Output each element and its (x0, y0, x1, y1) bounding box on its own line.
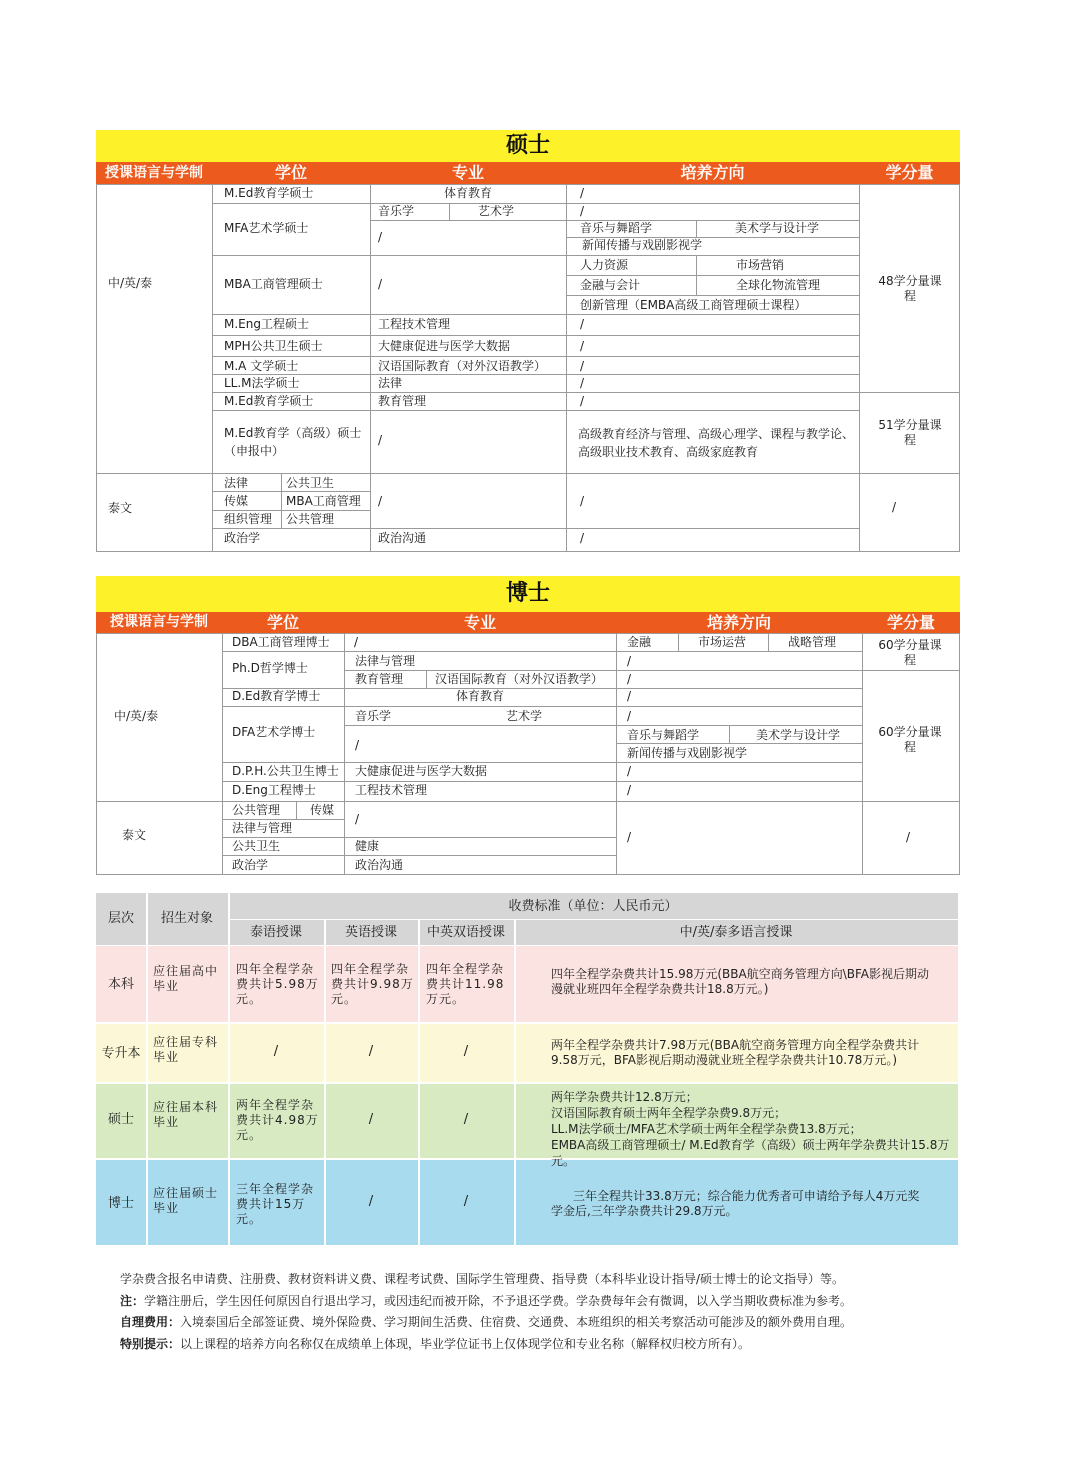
master-header-major: 专业 (451, 163, 484, 182)
doctor-header-degree: 学位 (266, 613, 299, 632)
master-major: 艺术学 (478, 204, 515, 218)
fee-target: 应往届本科毕业 (153, 1100, 219, 1129)
doctor-degree: Ph.D哲学博士 (232, 661, 308, 675)
fee-target: 应往届高中毕业 (153, 964, 219, 993)
master-direction: 高级教育经济与管理、高级心理学、课程与教学论、高级职业技术教育、高级家庭教育 (578, 427, 855, 459)
doctor-major: / (355, 738, 360, 752)
fee-thai: 三年全程学杂费共计15万元。 (236, 1182, 315, 1226)
master-direction: / (580, 339, 585, 353)
doctor-major: 音乐学 (355, 709, 392, 723)
doctor-major: / (355, 812, 360, 826)
fee-bilingual: 四年全程学杂费共计11.98万元。 (426, 962, 505, 1006)
master-thai-degree: 公共卫生 (286, 476, 335, 490)
fee-multi: 三年全程共计33.8万元；综合能力优秀者可申请给予每人4万元奖学金后,三年学杂费共计29.8万元。 (551, 1189, 920, 1218)
master-major: / (378, 433, 383, 447)
fee-sub-thai: 泰语授课 (249, 925, 302, 940)
note-line: 特别提示：以上课程的培养方向名称仅在成绩单上体现，毕业学位证书上仅体现学位和专业名称（解释权归校方所有）。 (120, 1337, 751, 1351)
master-major: 音乐学 (378, 204, 415, 218)
master-major: 教育管理 (378, 394, 427, 408)
master-direction: 全球化物流管理 (736, 278, 821, 292)
master-lang-cn: 中/英/泰 (108, 276, 153, 290)
master-lang-th: 泰文 (108, 501, 133, 515)
doctor-lang-th: 泰文 (122, 828, 147, 842)
fee-sub-english: 英语授课 (344, 925, 397, 940)
master-degree: LL.M法学硕士 (224, 376, 300, 390)
doctor-major: 艺术学 (506, 709, 543, 723)
doctor-credits: 60学分量课程 (878, 725, 942, 754)
note-line: 学杂费含报名申请费、注册费、教材资料讲义费、课程考试费、国际学生管理费、指导费（本科毕业设计指导/硕士博士的论文指导）等。 (120, 1272, 845, 1286)
master-thai-degree: 传媒 (224, 494, 249, 508)
master-thai-degree: 政治学 (224, 531, 261, 545)
master-degree: M.A 文学硕士 (224, 359, 299, 373)
master-major: / (378, 230, 383, 244)
master-major: 工程技术管理 (378, 317, 451, 331)
note-line: 注：学籍注册后，学生因任何原因自行退出学习，或因违纪而被开除，不予退还学费。学杂费每年会有微调，以入学当期收费标准为参考。 (120, 1294, 853, 1308)
doctor-title: 博士 (505, 581, 550, 606)
doctor-header-credits: 学分量 (886, 613, 935, 632)
doctor-degree: DFA艺术学博士 (232, 725, 316, 739)
master-major: 体育教育 (443, 186, 492, 200)
doctor-thai-degree: 政治学 (232, 858, 269, 872)
master-direction: / (580, 186, 585, 200)
fee-level: 硕士 (107, 1112, 134, 1127)
fee-level: 专升本 (101, 1046, 141, 1061)
master-credits: 48学分量课程 (878, 274, 942, 303)
doctor-credits: / (906, 830, 911, 844)
fee-english: / (368, 1112, 374, 1127)
master-direction: 市场营销 (736, 258, 785, 272)
doctor-major: 政治沟通 (355, 858, 404, 872)
master-direction: / (580, 394, 585, 408)
doctor-major: 健康 (355, 839, 380, 853)
fee-target: 应往届硕士毕业 (153, 1186, 219, 1215)
master-degree: M.Ed教育学硕士 (224, 186, 314, 200)
master-degree: M.Ed教育学硕士 (224, 394, 314, 408)
fee-thai: 四年全程学杂费共计5.98万元。 (236, 962, 319, 1006)
fee-col-level: 层次 (107, 911, 134, 926)
doctor-major: 体育教育 (455, 689, 504, 703)
master-degree: MPH公共卫生硕士 (224, 339, 323, 353)
master-degree: MFA艺术学硕士 (224, 221, 309, 235)
doctor-direction: / (627, 672, 632, 686)
master-major: / (378, 277, 383, 291)
doctor-major: 大健康促进与医学大数据 (355, 764, 488, 778)
fee-sub-bilingual: 中英双语授课 (426, 925, 505, 940)
master-direction: 创新管理（EMBA高级工商管理硕士课程） (580, 298, 807, 312)
master-direction: 新闻传播与戏剧影视学 (582, 238, 703, 252)
doctor-thai-degree: 公共卫生 (232, 839, 281, 853)
doctor-direction: / (627, 830, 632, 844)
master-direction: / (580, 317, 585, 331)
fee-level: 本科 (107, 977, 134, 992)
master-direction: / (580, 359, 585, 373)
master-credits: / (892, 500, 897, 514)
master-degree: M.Eng工程硕士 (224, 317, 309, 331)
doctor-credits: 60学分量课程 (878, 638, 942, 667)
master-direction: 人力资源 (580, 258, 629, 272)
master-thai-degree: 公共管理 (286, 512, 335, 526)
fee-col-standard: 收费标准（单位：人民币元） (508, 899, 678, 914)
master-header-degree: 学位 (274, 163, 307, 182)
fee-level: 博士 (107, 1196, 134, 1211)
fee-multi: 两年学杂费共计12.8万元； 汉语国际教育硕士两年全程学杂费9.8万元； LL.M法学硕士/MFA艺术学硕士两年全程学杂费13.8万元； EMBA高级工商管理硕士/ M.Ed教育学（高级）硕士两年学杂费共计15.8万元。 (551, 1090, 950, 1168)
doctor-direction: / (627, 783, 632, 797)
master-direction: / (580, 494, 585, 508)
fee-multi: 两年全程学杂费共计7.98万元(BBA航空商务管理方向全程学杂费共计9.58万元，BFA影视后期动漫就业班全程学杂费共计10.78万元。) (551, 1038, 920, 1067)
master-thai-degree: MBA工商管理 (286, 494, 361, 508)
doctor-header-lang: 授课语言与学制 (110, 614, 208, 630)
fee-english: 四年全程学杂费共计9.98万元。 (331, 962, 414, 1006)
master-header-direction: 培养方向 (680, 163, 745, 182)
doctor-degree: D.Eng工程博士 (232, 783, 316, 797)
master-degree: MBA工商管理硕士 (224, 277, 323, 291)
master-thai-degree: 法律 (224, 476, 249, 490)
doctor-direction: / (627, 654, 632, 668)
fee-english: / (368, 1194, 374, 1209)
doctor-direction: / (627, 709, 632, 723)
doctor-direction: 战略管理 (788, 635, 837, 649)
master-major: 政治沟通 (378, 531, 427, 545)
doctor-direction: 美术学与设计学 (756, 728, 841, 742)
master-major: 汉语国际教育（对外汉语教学） (378, 359, 547, 373)
doctor-header-direction: 培养方向 (706, 613, 771, 632)
master-degree: M.Ed教育学（高级）硕士（申报中） (224, 426, 362, 458)
master-title: 硕士 (505, 133, 550, 158)
fee-target: 应往届专科毕业 (153, 1035, 219, 1064)
master-direction: 金融与会计 (580, 278, 641, 292)
master-credits: 51学分量课程 (878, 418, 942, 447)
master-direction: / (580, 531, 585, 545)
doctor-thai-degree: 公共管理 (232, 803, 281, 817)
doctor-major: / (354, 635, 359, 649)
note-line: 自理费用：入境泰国后全部签证费、境外保险费、学习期间生活费、住宿费、交通费、本班组织的相关考察活动可能涉及的额外费用自理。 (120, 1315, 853, 1329)
doctor-lang-cn: 中/英/泰 (114, 709, 159, 723)
master-major: / (378, 494, 383, 508)
master-direction: / (580, 376, 585, 390)
doctor-direction: / (627, 764, 632, 778)
fee-sub-multi: 中/英/泰多语言授课 (679, 925, 793, 940)
fee-thai: / (273, 1044, 279, 1059)
master-direction: 美术学与设计学 (735, 221, 820, 235)
master-header-lang: 授课语言与学制 (105, 165, 203, 181)
doctor-direction: 新闻传播与戏剧影视学 (627, 746, 748, 760)
fee-bilingual: / (463, 1044, 469, 1059)
doctor-header-major: 专业 (463, 613, 496, 632)
master-thai-degree: 组织管理 (224, 512, 273, 526)
doctor-major: 教育管理 (355, 672, 404, 686)
master-direction: / (580, 204, 585, 218)
doctor-direction: / (627, 689, 632, 703)
doctor-direction: 音乐与舞蹈学 (627, 728, 700, 742)
doctor-degree: D.Ed教育学博士 (232, 689, 321, 703)
doctor-thai-degree: 法律与管理 (232, 821, 293, 835)
master-header-credits: 学分量 (885, 163, 934, 182)
fee-english: / (368, 1044, 374, 1059)
fee-multi: 四年全程学杂费共计15.98万元(BBA航空商务管理方向\BFA影视后期动漫就业班四年全程学杂费共计18.8万元。) (551, 967, 929, 996)
doctor-direction: 市场运营 (698, 635, 747, 649)
fee-bilingual: / (463, 1194, 469, 1209)
doctor-degree: D.P.H.公共卫生博士 (232, 764, 339, 778)
fee-col-target: 招生对象 (160, 911, 213, 926)
doctor-major: 工程技术管理 (355, 783, 428, 797)
doctor-major: 法律与管理 (355, 654, 416, 668)
fee-thai: 两年全程学杂费共计4.98万元。 (236, 1098, 319, 1142)
doctor-direction: 金融 (627, 635, 652, 649)
master-major: 法律 (378, 376, 403, 390)
fee-bilingual: / (463, 1112, 469, 1127)
doctor-degree: DBA工商管理博士 (232, 635, 330, 649)
master-direction: 音乐与舞蹈学 (580, 221, 653, 235)
doctor-thai-degree: 传媒 (310, 803, 335, 817)
doctor-major: 汉语国际教育（对外汉语教学） (435, 672, 604, 686)
master-major: 大健康促进与医学大数据 (378, 339, 511, 353)
